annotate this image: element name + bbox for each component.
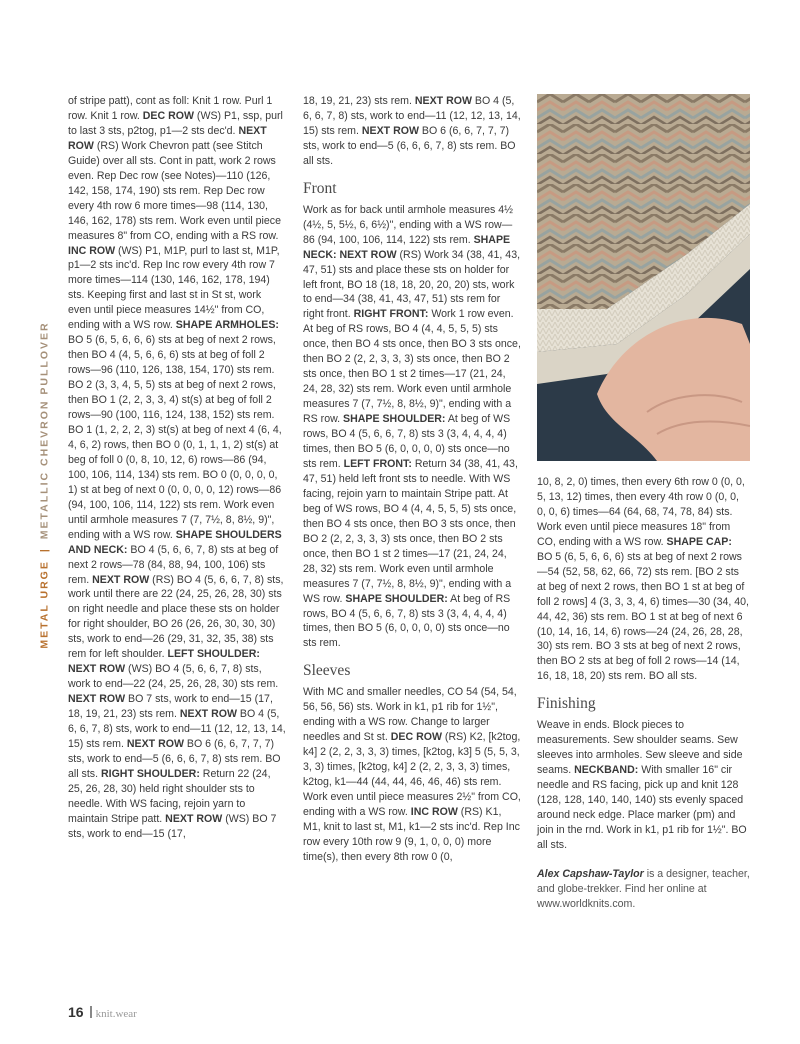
bold-term: SHAPE CAP: — [666, 535, 732, 548]
bold-term: LEFT FRONT: — [343, 457, 412, 470]
column-1 — [68, 94, 286, 842]
column-3 — [537, 475, 750, 912]
bold-term: NECKBAND: — [574, 764, 639, 777]
bold-term: NEXT ROW — [414, 95, 472, 107]
page-footer — [68, 1004, 137, 1020]
sleeves-instructions: With MC and smaller needles, CO 54 (54, 54, 56, 56, 56) sts. Work in k1, p1 rib for 1½", ending with a WS row. Change to larger needles and St st. DEC ROW (RS) K2, [k2tog, k4] 2 (2, 2, 3, 3, 3) times, [k2tog, k3] 5 (5, 5, 3, 3, 3) times, [k2tog, k4] 2 (2, 2, 3, 3, 3) times, k2tog, k1—44 (44, 44, 46, 46, 46) sts rem. Work even until piece measures 2½" from CO, ending with a WS row. INC ROW (RS) K1, M1, knit to last st, M1, k1—2 sts inc'd. Rep Inc row every 10th row 9 (9, 1, 0, 0, 0) more time(s), then every 8th row 0 (0, — [303, 686, 521, 863]
sleeves-heading: Sleeves — [303, 662, 351, 680]
page-number: 16 — [68, 1004, 84, 1020]
bold-term: NEXT ROW — [361, 124, 419, 137]
magazine-name: knit.wear — [95, 1008, 137, 1020]
section-label — [30, 310, 60, 660]
finishing-instructions: Weave in ends. Block pieces to measurements. Sew shoulder seams. Sew sleeves into armholes. Sew sleeve and side seams. NECKBAND: With smaller 16" cir needle and RS facing, pick up and knit 128 (128, 128, 140, 140, 140) sts evenly spaced around neck edge. Place marker (pm) and join in the rnd. Work in k1, p1 rib for 1½". BO all sts. — [537, 719, 747, 851]
bold-term: NEXT ROW — [165, 812, 223, 825]
bold-term: NEXT ROW — [126, 737, 184, 750]
bold-term: LEFT SHOULDER: NEXT ROW — [68, 648, 260, 676]
bold-term: SHAPE SHOULDER: — [345, 592, 448, 605]
section-brand: METAL URGE — [39, 560, 51, 649]
pattern-name: METALLIC CHEVRON PULLOVER — [39, 321, 51, 540]
designer-bio-text: is a designer, teacher, and globe-trekker. Find her online at www.worldknits.com. — [537, 867, 750, 910]
column-2 — [303, 94, 521, 865]
bold-term: DEC ROW — [142, 109, 194, 122]
sleeve-cuff-photo — [537, 94, 750, 461]
designer-name: Alex Capshaw-Taylor — [537, 867, 644, 880]
bold-term: NEXT ROW — [68, 124, 267, 152]
bold-term: RIGHT SHOULDER: — [100, 767, 200, 780]
bold-term: INC ROW — [410, 805, 458, 818]
bold-term: NEXT ROW — [68, 693, 126, 706]
bold-term: SHAPE SHOULDER: — [343, 413, 446, 426]
bold-term: SHAPE ARMHOLES: — [175, 319, 279, 332]
back-instructions-cont: 18, 19, 21, 23) sts rem. NEXT ROW BO 4 (5, 6, 6, 7, 8) sts, work to end—11 (12, 12, 13, 14, 15) sts rem. NEXT ROW BO 6 (6, 6, 7, 7, 7) sts, work to end—5 (6, 6, 6, 7, 8) sts rem. BO all sts. — [303, 95, 521, 167]
bold-term: DEC ROW — [390, 731, 442, 744]
bold-term: RIGHT FRONT: — [353, 308, 429, 321]
finishing-heading: Finishing — [537, 695, 596, 713]
back-instructions: of stripe patt), cont as foll: Knit 1 row. Purl 1 row. Knit 1 row. DEC ROW (WS) P1, ssp, purl to last 3 sts, p2tog, p1—2 sts dec'd. NEXT ROW (RS) Work Chevron patt (see Stitch Guide) over all sts. Cont in patt, work 2 rows even. Rep Dec row (see Notes)—110 (126, 142, 158, 174, 190) sts rem. Rep Dec row every 4th row 6 more times—98 (114, 130, 146, 162, 178) sts rem. Work even until piece measures 8" from CO, ending with a RS row. INC ROW (WS) P1, M1P, purl to last st, M1P, p1—2 sts inc'd. Rep Inc row every 4th row 7 more times—114 (130, 146, 162, 178, 194) sts. Keeping first and last st in St st, work even until piece measures 14½" from CO, ending with a WS row. SHAPE ARMHOLES: BO 5 (6, 5, 6, 6, 6) sts at beg of next 2 rows, then BO 4 (4, 5, 6, 6, 6) sts at beg of foll 2 rows—96 (110, 126, 138, 154, 170) sts rem. BO 2 (3, 3, 4, 5, 5) sts at beg of next 2 rows, then BO 1 (2, 2, 3, 3, 4) st(s) at beg of foll 2 rows—90 (100, 116, 124, 138, 152) sts rem. BO 1 (1, 2, 2, 2, 3) st(s) at beg of next 4 (6, 4, 4, 6, 2) rows, then BO 0 (0, 1, 1, 1, 2) st(s) at beg of foll 0 (0, 8, 10, 12, 6) rows—86 (94, 100, 106, 114, 134) sts rem. BO 0 (0, 0, 0, 0, 1) st at beg of next 0 (0, 0, 0, 0, 12) rows—86 (94, 100, 106, 114, 122) sts rem. Work even until armhole measures 7 (7, 7½, 8, 8½, 9)", ending with a WS row. SHAPE SHOULDERS AND NECK: BO 4 (5, 6, 6, 7, 8) sts at beg of next 2 rows—78 (84, 88, 94, 100, 106) sts rem. NEXT ROW (RS) BO 4 (5, 6, 6, 7, 8) sts, work until there are 22 (24, 25, 26, 28, 30) sts on right needle and place these sts on holder for right shoulder, BO 26 (26, 26, 30, 30, 30) sts, work to end—26 (29, 31, 32, 35, 38) sts rem for left shoulder. LEFT SHOULDER: NEXT ROW (WS) BO 4 (5, 6, 6, 7, 8) sts, work to end—22 (24, 25, 26, 28, 30) sts rem. NEXT ROW BO 7 sts, work to end—15 (17, 18, 19, 21, 23) sts rem. NEXT ROW BO 4 (5, 6, 6, 7, 8) sts, work to end—11 (12, 12, 13, 14, 15) sts rem. NEXT ROW BO 6 (6, 6, 7, 7, 7) sts, work to end—5 (6, 6, 6, 7, 8) sts rem. BO all sts. RIGHT SHOULDER: Return 22 (24, 25, 26, 28, 30) held right shoulder sts to needle. With WS facing, rejoin yarn to maintain Stripe patt. NEXT ROW (WS) BO 7 sts, work to end—15 (17, — [68, 95, 286, 840]
bold-term: NEXT ROW — [179, 708, 237, 721]
designer-bio — [537, 867, 750, 912]
section-separator: | — [39, 547, 51, 553]
front-instructions: Work as for back until armhole measures 4½ (4½, 5, 5½, 6, 6½)", ending with a WS row—86 (94, 100, 106, 114, 122) sts rem. SHAPE NECK: NEXT ROW (RS) Work 34 (38, 41, 43, 47, 51) sts and place these sts on holder for left front, BO 18 (18, 18, 20, 20, 20) sts, work to end—34 (38, 41, 43, 47, 51) sts rem for right front. RIGHT FRONT: Work 1 row even. At beg of RS rows, BO 4 (4, 4, 5, 5, 5) sts once, then BO 4 sts once, then BO 3 sts once, then BO 2 (2, 2, 3, 3, 3) sts once, then BO 2 sts once, then BO 1 st 2 times—17 (21, 24, 24, 28, 32) sts rem. Work even until armhole measures 7 (7, 7½, 8, 8½, 9)", ending with a RS row. SHAPE SHOULDER: At beg of WS rows, BO 4 (5, 6, 6, 7, 8) sts 3 (3, 4, 4, 4, 4) times, then BO 5 (6, 0, 0, 0, 0) sts once—no sts rem. LEFT FRONT: Return 34 (38, 41, 43, 47, 51) held left front sts to needle. With WS facing, rejoin yarn to maintain Stripe patt. At beg of WS rows, BO 4 (4, 4, 5, 5, 5) sts once, then BO 4 sts once, then BO 3 sts once, then BO 2 (2, 2, 3, 3, 3) sts once, then BO 2 sts once, then BO 1 st 2 times—17 (21, 24, 24, 28, 32) sts rem. Work even until armhole measures 7 (7, 7½, 8, 8½, 9)", ending with a WS row. SHAPE SHOULDER: At beg of RS rows, BO 4 (5, 6, 6, 7, 8) sts 3 (3, 4, 4, 4, 4) times, then BO 5 (6, 0, 0, 0, 0) sts once—no sts rem. — [303, 203, 521, 650]
front-heading: Front — [303, 179, 337, 197]
sleeves-instructions-cont: 10, 8, 2, 0) times, then every 6th row 0 (0, 0, 5, 13, 12) times, then every 4th row 0 (0, 0, 0, 0, 6) times—64 (64, 68, 74, 78, 84) sts. Work even until piece measures 18" from CO, ending with a WS row. SHAPE CAP: BO 5 (6, 5, 6, 6, 6) sts at beg of next 2 rows—54 (52, 58, 62, 66, 72) sts rem. [BO 2 sts at beg of next 2 rows, then BO 1 st at beg of foll 2 rows] 4 (3, 3, 3, 4, 6) times—30 (34, 40, 44, 42, 36) sts rem. BO 1 st at beg of next 6 (10, 14, 16, 14, 6) rows—24 (24, 26, 28, 28, 30) sts rem. BO 3 sts at beg of next 2 rows, then BO 2 sts at beg of foll 2 rows—14 (14, 16, 18, 18, 20) sts rem. BO all sts. — [537, 476, 749, 683]
bold-term: INC ROW — [68, 244, 116, 257]
bold-term: SHAPE NECK: NEXT ROW — [303, 233, 511, 261]
bold-term: NEXT ROW — [92, 573, 150, 586]
bold-term: SHAPE SHOULDERS AND NECK: — [68, 528, 282, 556]
